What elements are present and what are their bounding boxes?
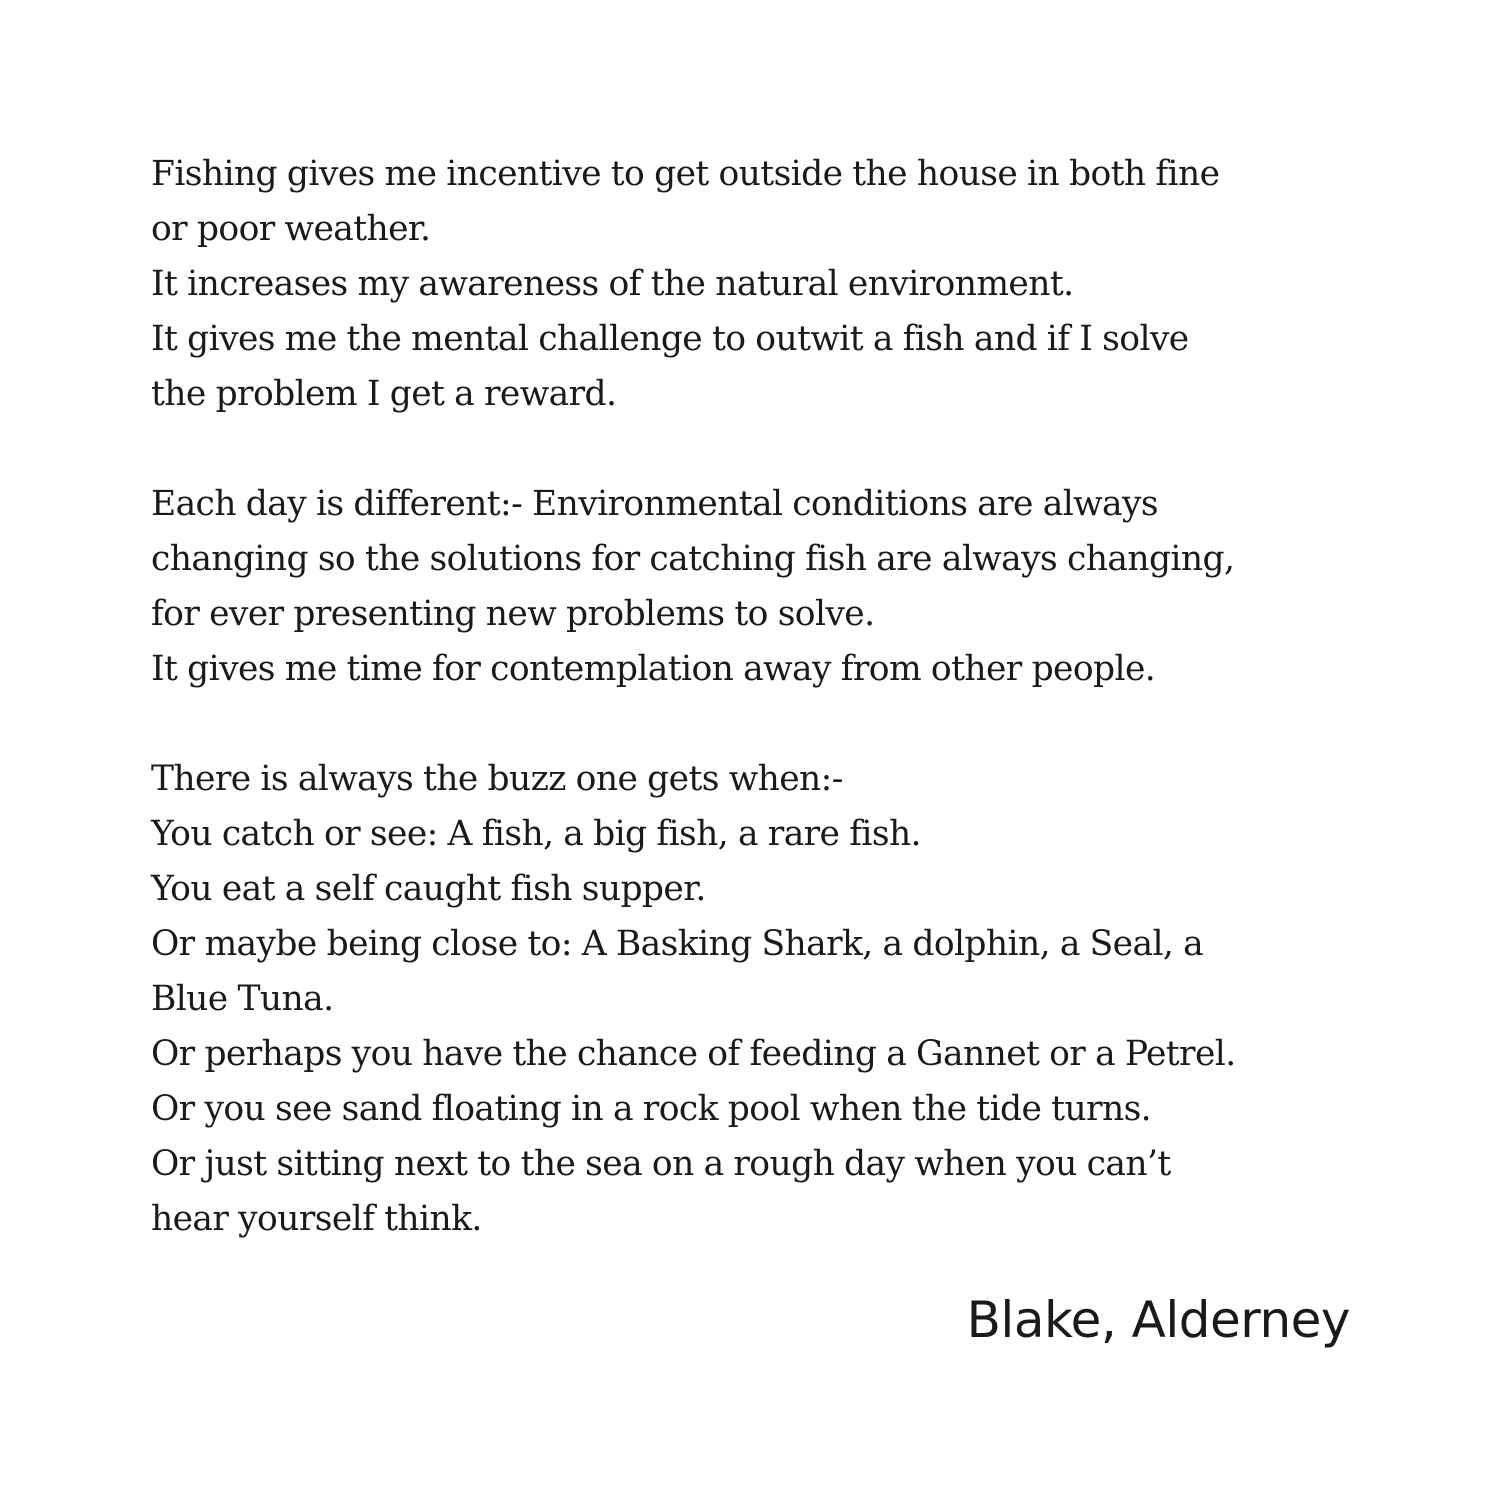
text-line: Or maybe being close to: A Basking Shark, a dolphin, a Seal, a [151, 924, 1204, 964]
text-line: Or you see sand floating in a rock pool when the tide turns. [151, 1089, 1152, 1129]
text-line: You eat a self caught fish supper. [151, 869, 706, 909]
paragraph-spacer [151, 697, 1371, 752]
text-line: Or just sitting next to the sea on a rough day when you can’t [151, 1144, 1171, 1184]
text-line: changing so the solutions for catching fish are always changing, [151, 539, 1235, 579]
text-line: Each day is different:- Environmental conditions are always [151, 484, 1159, 524]
text-line: You catch or see: A fish, a big fish, a rare fish. [151, 814, 921, 854]
paragraph-each-day [151, 477, 1371, 697]
text-line: or poor weather. [151, 209, 431, 249]
paragraph-the-buzz [151, 752, 1371, 1247]
paragraph-why-fishing [151, 147, 1371, 422]
text-line: the problem I get a reward. [151, 374, 617, 414]
paragraph-spacer [151, 422, 1371, 477]
text-line: There is always the buzz one gets when:- [151, 759, 843, 799]
text-line: It increases my awareness of the natural environment. [151, 264, 1074, 304]
text-line: It gives me the mental challenge to outwit a fish and if I solve [151, 319, 1189, 359]
text-line: It gives me time for contemplation away from other people. [151, 649, 1156, 689]
text-line: hear yourself think. [151, 1199, 482, 1239]
text-line: Or perhaps you have the chance of feeding a Gannet or a Petrel. [151, 1034, 1236, 1074]
author-signature: Blake, Alderney [966, 1291, 1350, 1349]
body-text [151, 147, 1371, 1247]
text-line: Fishing gives me incentive to get outside the house in both fine [151, 154, 1220, 194]
text-line: for ever presenting new problems to solve. [151, 594, 875, 634]
text-line: Blue Tuna. [151, 979, 334, 1019]
